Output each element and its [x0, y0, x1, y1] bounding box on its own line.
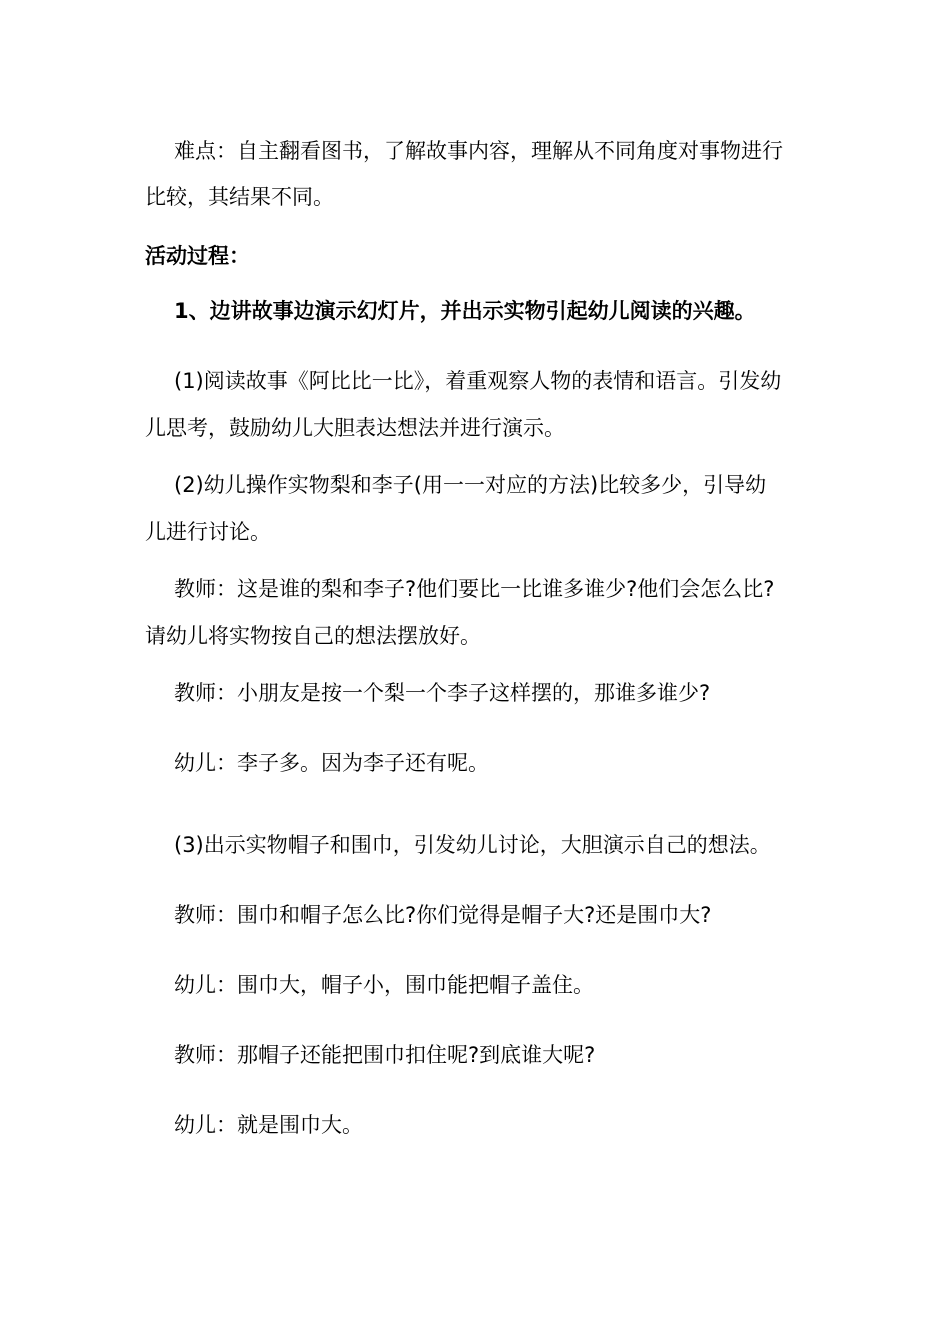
child-dialogue-1: 幼儿：李子多。因为李子还有呢。 — [174, 751, 489, 775]
teacher-dialogue-4: 教师：那帽子还能把围巾扣住呢?到底谁大呢? — [174, 1043, 596, 1067]
item-3: (3)出示实物帽子和围巾，引发幼儿讨论，大胆演示自己的想法。 — [174, 833, 771, 857]
teacher-dialogue-1-line-1: 教师：这是谁的梨和李子?他们要比一比谁多谁少?他们会怎么比? — [174, 577, 775, 601]
difficulty-text-line-1: 难点：自主翻看图书，了解故事内容，理解从不同角度对事物进行 — [174, 139, 783, 163]
item-2-line-2: 儿进行讨论。 — [145, 520, 271, 544]
step-1-heading: 1、边讲故事边演示幻灯片，并出示实物引起幼儿阅读的兴趣。 — [174, 299, 756, 323]
item-1-line-2: 儿思考，鼓励幼儿大胆表达想法并进行演示。 — [145, 416, 565, 440]
process-heading: 活动过程： — [145, 244, 250, 268]
teacher-dialogue-1-line-2: 请幼儿将实物按自己的想法摆放好。 — [145, 624, 481, 648]
teacher-dialogue-3: 教师：围巾和帽子怎么比?你们觉得是帽子大?还是围巾大? — [174, 903, 712, 927]
item-1-line-1: (1)阅读故事《阿比比一比》，着重观察人物的表情和语言。引发幼 — [174, 369, 782, 393]
teacher-dialogue-2: 教师：小朋友是按一个梨一个李子这样摆的，那谁多谁少? — [174, 681, 711, 705]
difficulty-text-line-2: 比较，其结果不同。 — [145, 185, 334, 209]
child-dialogue-3: 幼儿：就是围巾大。 — [174, 1113, 363, 1137]
child-dialogue-2: 幼儿：围巾大，帽子小，围巾能把帽子盖住。 — [174, 973, 594, 997]
item-2-line-1: (2)幼儿操作实物梨和李子(用一一对应的方法)比较多少，引导幼 — [174, 473, 767, 497]
